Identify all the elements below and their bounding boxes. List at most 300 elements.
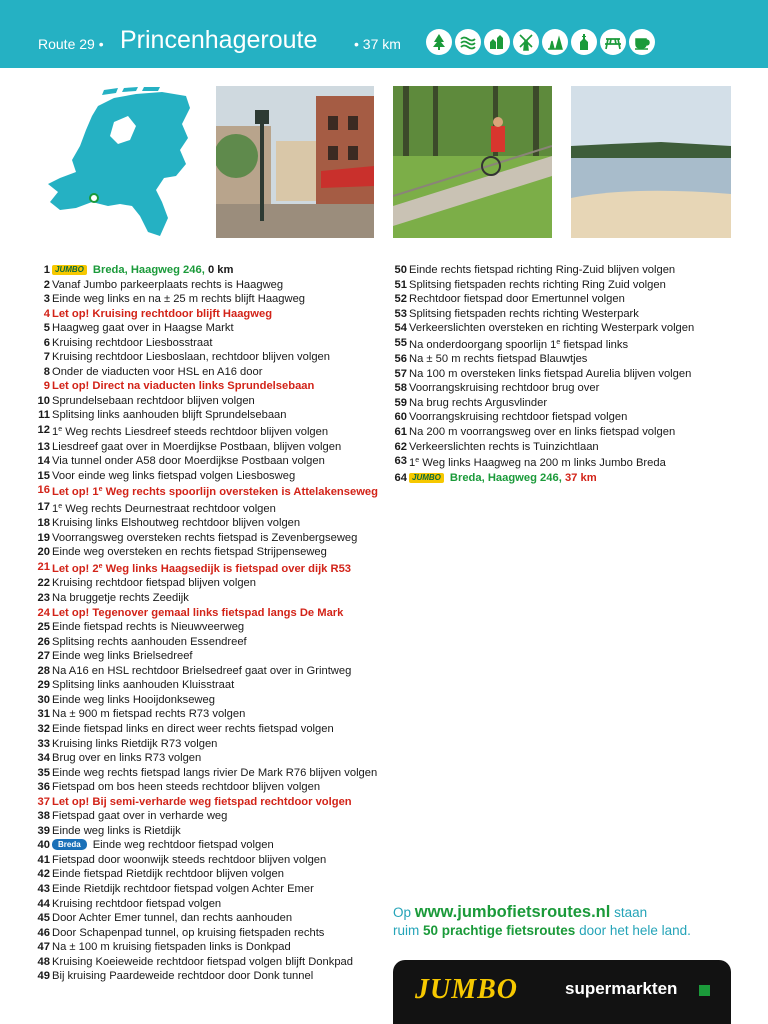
- step-text: [52, 607, 343, 619]
- step-text: [52, 694, 215, 706]
- step-text: [52, 636, 247, 648]
- step-number: 2: [43, 278, 50, 291]
- step-text: [52, 810, 227, 822]
- step-text-main: Weg rechts spoorlijn oversteken is Attelakenseweg: [102, 486, 378, 499]
- step-text-main: Einde weg rechtdoor fietspad volgen: [92, 839, 274, 852]
- tree-icon: [426, 29, 452, 55]
- promo-ruim: ruim: [393, 923, 420, 938]
- route-step: [36, 440, 391, 455]
- route-step: [36, 408, 391, 423]
- route-step: [36, 469, 391, 484]
- step-text: [409, 457, 666, 469]
- route-step: [36, 853, 391, 868]
- step-text-main: Voorrangskruising rechtdoor fietspad volgen: [409, 411, 628, 424]
- step-text-main: Na 200 m voorrangsweg over en links fietspad volgen: [409, 426, 676, 439]
- route-step: [393, 352, 738, 367]
- step-text: [409, 279, 666, 291]
- step-number: 64: [394, 471, 407, 484]
- route-step: [36, 664, 391, 679]
- step-text: [52, 898, 221, 910]
- step-text: [52, 956, 353, 968]
- step-text-main: Door Schapenpad tunnel, op kruising fietspaden rechts: [52, 926, 325, 939]
- step-text-main: Let op! Kruising rechtdoor blijft Haagweg: [52, 307, 273, 320]
- step-number: 13: [37, 440, 50, 453]
- step-text: [409, 397, 547, 409]
- step-text-main: Rechtdoor fietspad door Emertunnel volgen: [409, 293, 625, 306]
- step-number: 53: [394, 307, 407, 320]
- step-text: [52, 517, 300, 529]
- promo-url-link[interactable]: www.jumbofietsroutes.nl: [414, 903, 611, 921]
- step-number: 17: [37, 500, 50, 513]
- step-text-main: Onder de viaducten voor HSL en A16 door: [52, 365, 263, 378]
- step-number: 5: [43, 322, 50, 335]
- step-number: 11: [38, 409, 50, 422]
- route-header: [0, 0, 768, 68]
- step-text-main: Let op! Bij semi-verharde weg fietspad rechtdoor volgen: [52, 795, 352, 808]
- route-step: [36, 307, 391, 322]
- step-text-main: Einde Rietdijk rechtdoor fietspad volgen Achter Emer: [52, 882, 314, 895]
- step-text: [52, 366, 262, 378]
- step-text: [409, 339, 628, 351]
- step-text: [52, 470, 295, 482]
- step-text-main: Na bruggetje rechts Zeedijk: [52, 592, 189, 605]
- step-text: [52, 723, 334, 735]
- step-text-main: Kruising rechtdoor Liesboslaan, rechtdoor blijven volgen: [52, 351, 330, 364]
- step-text: [52, 927, 324, 939]
- step-number: 55: [394, 336, 407, 349]
- route-title: Princenhageroute: [120, 26, 318, 54]
- step-number: 30: [37, 693, 50, 706]
- step-number: 10: [37, 394, 50, 407]
- step-text: [52, 380, 314, 392]
- promo-count: 50 prachtige fietsroutes: [423, 923, 576, 938]
- route-step: [36, 336, 391, 351]
- step-number: 38: [37, 810, 50, 823]
- ordinal-suffix: e: [98, 562, 103, 570]
- route-step: [36, 649, 391, 664]
- route-step: [36, 678, 391, 693]
- step-text-main: Haagweg gaat over in Haagse Markt: [52, 322, 234, 335]
- jumbo-badge: JUMBO: [52, 265, 87, 275]
- step-text: [52, 767, 377, 779]
- step-text: [52, 650, 193, 662]
- step-text-main: Na ± 100 m kruising fietspaden links is Donkpad: [52, 941, 291, 954]
- jumbo-banner: [393, 960, 731, 1024]
- step-number: 14: [37, 455, 50, 468]
- step-number: 60: [394, 411, 407, 424]
- step-number: 4: [43, 307, 50, 320]
- step-text: [52, 854, 326, 866]
- town-icon: [484, 29, 510, 55]
- step-text-prefix: 1: [52, 502, 59, 515]
- step-text: [52, 970, 313, 982]
- step-number: 37: [37, 795, 50, 808]
- step-number: 16: [37, 484, 50, 497]
- netherlands-map: [36, 86, 192, 238]
- step-number: 46: [37, 926, 50, 939]
- step-text-main: Splitsing rechts aanhouden Essendreef: [52, 635, 247, 648]
- step-text: [52, 264, 233, 276]
- picnic-icon: [600, 29, 626, 55]
- step-text-main: Weg rechts Liesdreef steeds rechtdoor blijven volgen: [62, 426, 329, 439]
- coffee-icon: [629, 29, 655, 55]
- step-text-main: Na 100 m oversteken links fietspad Aurelia blijven volgen: [409, 367, 692, 380]
- step-text-main: Na ± 50 m rechts fietspad Blauwtjes: [409, 353, 588, 366]
- step-text: [52, 665, 351, 677]
- step-text-main: Verkeerslichten oversteken en richting Westerpark volgen: [409, 322, 695, 335]
- route-step: [36, 737, 391, 752]
- step-text-main: Vanaf Jumbo parkeerplaats rechts is Haagweg: [52, 278, 284, 291]
- step-text: [52, 738, 217, 750]
- step-text-main: Kruising links Rietdijk R73 volgen: [52, 737, 218, 750]
- ordinal-suffix: e: [58, 426, 63, 434]
- step-text: [52, 839, 274, 851]
- step-text-main: Splitsing fietspaden rechts richting Westerpark: [409, 307, 639, 320]
- route-step: [36, 500, 391, 517]
- water-icon: [455, 29, 481, 55]
- route-step: [36, 824, 391, 839]
- step-text-prefix: 1: [52, 426, 59, 439]
- ordinal-suffix: e: [556, 338, 561, 346]
- route-step: [393, 381, 738, 396]
- route-number: Route 29 •: [38, 36, 104, 52]
- route-step: [36, 576, 391, 591]
- step-text: [409, 472, 597, 484]
- step-text-main: Let op! Direct na viaducten links Sprundelsebaan: [52, 380, 315, 393]
- route-step: [393, 292, 738, 307]
- step-text-main: Splitsing fietspaden rechts richting Ring Zuid volgen: [409, 278, 666, 291]
- route-step: [36, 926, 391, 941]
- step-text: [52, 351, 330, 363]
- step-text: [52, 546, 327, 558]
- step-text: [52, 563, 351, 575]
- step-number: 43: [37, 882, 50, 895]
- step-number: 21: [37, 560, 50, 573]
- route-step: [36, 454, 391, 469]
- step-text: [52, 941, 291, 953]
- step-number: 44: [37, 897, 50, 910]
- step-text-main: Na brug rechts Argusvlinder: [409, 396, 548, 409]
- route-step: [36, 635, 391, 650]
- supermarkten-label: supermarkten: [565, 979, 678, 998]
- step-text: [52, 868, 284, 880]
- step-text: [52, 708, 245, 720]
- step-text: [52, 679, 234, 691]
- route-step: [36, 292, 391, 307]
- step-number: 26: [37, 635, 50, 648]
- town-square-photo: [216, 86, 374, 238]
- route-step: [36, 867, 391, 882]
- step-number: 51: [394, 278, 407, 291]
- step-text-main: Kruising rechtdoor fietspad blijven volgen: [52, 577, 256, 590]
- route-step: [36, 882, 391, 897]
- step-text-main: Sprundelsebaan rechtdoor blijven volgen: [52, 394, 255, 407]
- step-number: 62: [394, 440, 407, 453]
- step-number: 19: [37, 531, 50, 544]
- step-text: [52, 621, 244, 633]
- promo-text: [393, 903, 691, 940]
- step-number: 6: [43, 336, 50, 349]
- step-text-main: Einde weg links is Rietdijk: [52, 824, 181, 837]
- step-number: 9: [43, 380, 50, 393]
- step-text: [52, 781, 320, 793]
- step-text-main: Bij kruising Paardeweide rechtdoor door Donk tunnel: [52, 970, 314, 983]
- route-step: [36, 780, 391, 795]
- step-text-main: Verkeerslichten rechts is Tuinzichtlaan: [409, 440, 599, 453]
- step-text-prefix: 1: [409, 457, 416, 470]
- step-text-main: Einde weg links Hooijdonkseweg: [52, 693, 215, 706]
- step-text-main: Voorrangsweg oversteken rechts fietspad is Zevenbergseweg: [52, 531, 358, 544]
- step-text-main: Kruising rechtdoor fietspad volgen: [52, 897, 222, 910]
- step-text: [409, 322, 694, 334]
- route-step: [36, 707, 391, 722]
- route-step: [36, 838, 391, 853]
- step-text: [409, 441, 599, 453]
- step-text-main: Fietspad gaat over in verharde weg: [52, 810, 228, 823]
- step-text: [409, 382, 599, 394]
- route-step: [36, 897, 391, 912]
- step-text-main: Fietspad om bos heen steeds rechtdoor blijven volgen: [52, 781, 321, 794]
- step-text: [409, 353, 587, 365]
- route-step: [393, 307, 738, 322]
- step-distance: 0 km: [207, 264, 234, 276]
- step-number: 41: [37, 853, 50, 866]
- route-step: [36, 955, 391, 970]
- route-step: [393, 278, 738, 293]
- step-number: 45: [37, 912, 50, 925]
- step-text-main: Na ± 900 m fietspad rechts R73 volgen: [52, 708, 246, 721]
- step-number: 40: [37, 839, 50, 852]
- step-text-main: Kruising links Elshoutweg rechtdoor blijven volgen: [52, 517, 301, 530]
- step-number: 52: [394, 293, 407, 306]
- church-icon: [571, 29, 597, 55]
- route-step: [36, 795, 391, 810]
- lake-beach-photo: [571, 86, 731, 238]
- promo-staan: staan: [614, 905, 648, 920]
- step-text-main: Splitsing links aanhouden Kluisstraat: [52, 679, 235, 692]
- step-text-main: Weg links Haagsedijk is fietspad over dijk R53: [102, 562, 352, 575]
- step-number: 1: [43, 264, 50, 276]
- step-number: 27: [37, 650, 50, 663]
- route-steps-left: [36, 263, 391, 984]
- route-step: [393, 454, 738, 471]
- step-number: 61: [394, 426, 407, 439]
- route-step: [36, 693, 391, 708]
- route-step: [36, 545, 391, 560]
- step-number: 56: [394, 353, 407, 366]
- step-text-main: Fietspad door woonwijk steeds rechtdoor blijven volgen: [52, 853, 327, 866]
- route-step: [36, 591, 391, 606]
- step-text-main: Kruising Koeieweide rechtdoor fietspad volgen blijft Donkpad: [52, 955, 354, 968]
- step-text: [52, 293, 305, 305]
- step-number: 42: [37, 868, 50, 881]
- step-text: [52, 592, 189, 604]
- jumbo-logo: JUMBO: [415, 974, 519, 1005]
- step-text: [52, 322, 234, 334]
- step-number: 57: [394, 367, 407, 380]
- step-text-main: fietspad links: [560, 338, 629, 351]
- step-number: 24: [37, 606, 50, 619]
- step-text: [52, 577, 256, 589]
- step-number: 12: [37, 424, 50, 437]
- step-text-main: Voor einde weg links fietspad volgen Liesbosweg: [52, 469, 296, 482]
- logo-square: [699, 985, 710, 996]
- feature-icons: [426, 29, 655, 55]
- step-text: [409, 368, 691, 380]
- step-number: 15: [37, 469, 50, 482]
- step-number: 54: [394, 322, 407, 335]
- step-number: 63: [394, 455, 407, 468]
- step-number: 18: [37, 517, 50, 530]
- route-step: [36, 751, 391, 766]
- step-text-main: Let op! Tegenover gemaal links fietspad langs De Mark: [52, 606, 344, 619]
- step-number: 50: [394, 264, 407, 276]
- route-step: [36, 350, 391, 365]
- step-text: [52, 796, 352, 808]
- route-step: [393, 440, 738, 455]
- promo-rest: door het hele land.: [579, 923, 691, 938]
- route-step: [393, 425, 738, 440]
- route-step: [393, 471, 738, 486]
- step-text: [409, 411, 627, 423]
- step-text-main: Einde fietspad Rietdijk rechtdoor blijven volgen: [52, 868, 284, 881]
- step-number: 28: [37, 664, 50, 677]
- step-text: [52, 532, 357, 544]
- route-step: [36, 606, 391, 621]
- step-text-prefix: Let op! 1: [52, 486, 99, 499]
- step-text: [52, 279, 283, 291]
- step-text-main: Einde fietspad rechts is Nieuwveerweg: [52, 621, 245, 634]
- step-text-main: Brug over en links R73 volgen: [52, 752, 202, 765]
- route-step: [36, 321, 391, 336]
- step-text: [52, 308, 272, 320]
- route-step: [36, 809, 391, 824]
- step-number: 23: [37, 592, 50, 605]
- nature-icon: [542, 29, 568, 55]
- step-number: 22: [37, 577, 50, 590]
- step-text: [409, 293, 625, 305]
- step-number: 48: [37, 955, 50, 968]
- promo-op: Op: [393, 905, 412, 920]
- step-text: [52, 503, 276, 515]
- step-text-main: Voorrangskruising rechtdoor brug over: [409, 382, 600, 395]
- route-step: [36, 531, 391, 546]
- step-number: 31: [37, 708, 50, 721]
- route-step: [36, 423, 391, 440]
- step-text: [52, 455, 325, 467]
- step-text: [52, 426, 328, 438]
- step-number: 3: [43, 293, 50, 306]
- route-step: [393, 263, 738, 278]
- step-text: [52, 441, 341, 453]
- step-text: [52, 912, 292, 924]
- jumbo-badge: JUMBO: [409, 473, 444, 483]
- step-text-main: Breda, Haagweg 246,: [92, 264, 205, 276]
- step-number: 36: [37, 781, 50, 794]
- step-distance: 37 km: [564, 471, 597, 484]
- step-number: 34: [37, 752, 50, 765]
- step-text-main: Einde rechts fietspad richting Ring-Zuid blijven volgen: [409, 264, 676, 276]
- step-number: 33: [37, 737, 50, 750]
- route-step: [393, 410, 738, 425]
- windmill-icon: [513, 29, 539, 55]
- route-step: [36, 766, 391, 781]
- step-number: 49: [37, 970, 50, 983]
- route-step: [36, 483, 391, 500]
- route-step: [36, 620, 391, 635]
- step-text-main: Einde weg oversteken en rechts fietspad Strijpenseweg: [52, 546, 327, 559]
- step-number: 25: [37, 621, 50, 634]
- route-step: [36, 394, 391, 409]
- step-text-main: Einde weg links en na ± 25 m rechts blijft Haagweg: [52, 293, 306, 306]
- route-step: [36, 278, 391, 293]
- step-text: [52, 337, 212, 349]
- route-step: [36, 911, 391, 926]
- step-text-main: Einde weg rechts fietspad langs rivier De Mark R76 blijven volgen: [52, 766, 378, 779]
- route-step: [36, 722, 391, 737]
- route-step: [36, 969, 391, 984]
- step-text-prefix: Let op! 2: [52, 562, 99, 575]
- step-text-main: Breda, Haagweg 246,: [449, 471, 562, 484]
- route-distance: • 37 km: [354, 36, 401, 52]
- step-number: 8: [43, 365, 50, 378]
- ordinal-suffix: e: [415, 457, 420, 465]
- ordinal-suffix: e: [98, 486, 103, 494]
- step-text-main: Na A16 en HSL rechtdoor Brielsedreef gaat over in Grintweg: [52, 664, 352, 677]
- step-number: 39: [37, 824, 50, 837]
- step-text: [52, 825, 181, 837]
- route-step: [36, 940, 391, 955]
- step-text: [409, 426, 675, 438]
- step-text-prefix: Na onderdoorgang spoorlijn 1: [409, 338, 557, 351]
- route-steps-right: [393, 263, 738, 485]
- route-step: [393, 336, 738, 353]
- route-step: [36, 263, 391, 278]
- route-step: [393, 367, 738, 382]
- step-text-main: Weg rechts Deurnestraat rechtdoor volgen: [62, 502, 276, 515]
- step-text: [52, 752, 201, 764]
- step-text: [52, 409, 286, 421]
- step-text-main: Splitsing links aanhouden blijft Sprundelsebaan: [52, 409, 287, 422]
- step-text-main: Door Achter Emer tunnel, dan rechts aanhouden: [52, 912, 293, 925]
- step-number: 32: [37, 722, 50, 735]
- step-text-main: Liesdreef gaat over in Moerdijkse Postbaan, blijven volgen: [52, 440, 342, 453]
- breda-sign-badge: Breda: [52, 839, 87, 850]
- step-text-main: Weg links Haagweg na 200 m links Jumbo Breda: [419, 457, 666, 470]
- step-text: [409, 264, 675, 276]
- route-step: [36, 365, 391, 380]
- step-number: 35: [37, 766, 50, 779]
- step-number: 20: [37, 546, 50, 559]
- route-step: [36, 516, 391, 531]
- step-number: 7: [43, 351, 50, 364]
- step-number: 47: [37, 941, 50, 954]
- step-text: [52, 883, 314, 895]
- cyclist-bridge-photo: [393, 86, 552, 238]
- step-text-main: Einde fietspad links en direct weer rechts fietspad volgen: [52, 722, 334, 735]
- route-step: [393, 321, 738, 336]
- step-text-main: Einde weg links Brielsedreef: [52, 650, 193, 663]
- ordinal-suffix: e: [58, 502, 63, 510]
- step-text-main: Kruising rechtdoor Liesbosstraat: [52, 336, 213, 349]
- route-step: [393, 396, 738, 411]
- route-step: [36, 560, 391, 577]
- step-number: 58: [394, 382, 407, 395]
- route-step: [36, 379, 391, 394]
- step-text: [52, 395, 255, 407]
- step-number: 29: [37, 679, 50, 692]
- step-text: [409, 308, 639, 320]
